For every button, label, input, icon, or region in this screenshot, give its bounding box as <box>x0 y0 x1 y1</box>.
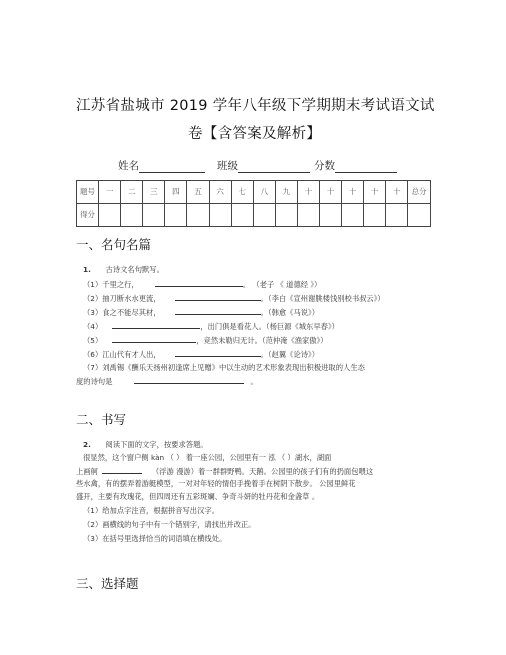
col-header: 十 <box>342 181 364 204</box>
score-blank[interactable] <box>335 161 397 173</box>
answer-blank[interactable] <box>112 335 196 343</box>
name-field <box>118 158 205 173</box>
col-header: 六 <box>209 181 231 204</box>
score-cell[interactable] <box>364 204 386 227</box>
item-text: 。（韩愈《马说》） <box>260 308 319 317</box>
answer-blank[interactable] <box>102 466 142 474</box>
q2-passage-line2 <box>76 466 373 476</box>
item-text: ，出门俱是看花人。（杨巨源《城东早春》） <box>200 322 339 331</box>
score-cell[interactable] <box>253 204 275 227</box>
col-header: 十 <box>297 181 319 204</box>
score-cell[interactable] <box>297 204 319 227</box>
score-cell[interactable] <box>386 204 408 227</box>
score-table-header-row <box>77 181 431 204</box>
class-label: 班级 <box>217 160 238 172</box>
row-label-question: 题号 <box>77 181 99 204</box>
score-cell[interactable] <box>209 204 231 227</box>
col-header: 七 <box>231 181 253 204</box>
item-text: （5） <box>83 336 103 345</box>
score-cell-total[interactable] <box>408 204 430 227</box>
col-header: 二 <box>121 181 143 204</box>
score-cell[interactable] <box>165 204 187 227</box>
col-header-total: 总分 <box>408 181 430 204</box>
name-label: 姓名 <box>118 160 139 172</box>
item-text: （3）食之不能尽其材， <box>83 308 161 317</box>
item-text: （2）抽刀断水水更流， <box>83 294 161 303</box>
col-header: 八 <box>253 181 275 204</box>
q2-number: 2. <box>83 440 91 449</box>
section1-heading: 一、名句名篇 <box>76 237 152 252</box>
class-blank[interactable] <box>238 161 310 173</box>
exam-title-line1: 江苏省盐城市 2019 学年八年级下学期期末考试语文试 <box>76 98 435 114</box>
student-info-row <box>118 158 408 173</box>
name-blank[interactable] <box>139 161 205 173</box>
passage-text: （浮游 漫游）着一群群野鸭。天鹅。公园里的孩子们有的扔面包喂这 <box>151 467 374 476</box>
section3-heading: 三、选择题 <box>76 576 139 591</box>
score-table-score-row <box>77 204 431 227</box>
score-field <box>314 158 397 173</box>
item-text: 。（赵翼《论诗》） <box>260 350 319 359</box>
score-cell[interactable] <box>231 204 253 227</box>
q2-sub-3: （3）在括号里选择恰当的词语填在横线处。 <box>83 534 227 543</box>
q1-item-5 <box>83 335 328 345</box>
answer-blank[interactable] <box>112 321 200 329</box>
q2-sub-2: （2）画横线的句子中有一个错别字，请找出并改正。 <box>83 520 256 529</box>
q1-item-4 <box>83 321 339 331</box>
item-text: 。 （老子 《 道德经 》） <box>242 280 322 289</box>
answer-blank[interactable] <box>175 293 261 301</box>
item-text: （4） <box>83 322 103 331</box>
col-header: 九 <box>275 181 297 204</box>
answer-blank[interactable] <box>134 376 244 384</box>
q2-passage-line4: 盛开，主要有玫瑰花，但四周还有五彩斑斓、争奇斗妍的牡丹花和金盏草 。 <box>76 492 320 501</box>
row-label-score: 得分 <box>77 204 99 227</box>
item-text: ，竞然未勒归无计。（范仲淹《渔家傲》） <box>196 336 328 345</box>
score-cell[interactable] <box>99 204 121 227</box>
q1-item-7-line1: （7）刘禹锡《酬乐天扬州初逢席上见赠》中以生动的艺术形象表现出积极进取的人生态 <box>83 363 365 372</box>
q2-passage-line1: 很显然，这个窗户侧 kàn （ ） 着一座公园，公园里有一 泓 （ ）湖水，湖面 <box>83 453 332 462</box>
score-label: 分数 <box>314 160 335 172</box>
q1-item-6 <box>83 349 319 359</box>
col-header: 十 <box>386 181 408 204</box>
score-cell[interactable] <box>121 204 143 227</box>
answer-blank[interactable] <box>155 279 243 287</box>
score-cell[interactable] <box>342 204 364 227</box>
class-field <box>217 158 310 173</box>
item-text: （6）江山代有才人出， <box>83 350 161 359</box>
q1-prompt-text: 古诗文名句默写。 <box>105 265 164 274</box>
col-header: 三 <box>143 181 165 204</box>
section2-heading: 二、书写 <box>76 412 127 427</box>
q2-prompt-text: 阅读下面的文字，按要求答题。 <box>105 440 208 449</box>
col-header: 一 <box>99 181 121 204</box>
col-header: 十 <box>364 181 386 204</box>
passage-text: 上画舸 <box>76 467 98 476</box>
col-header: 十 <box>320 181 342 204</box>
q1-item-7-line2 <box>76 376 258 386</box>
q1-item-3 <box>83 307 319 317</box>
item-text: 。（李白《宣州谢朓楼饯别校书叔云》） <box>260 294 385 303</box>
score-cell[interactable] <box>275 204 297 227</box>
q2-prompt <box>83 440 208 449</box>
q2-passage-line3: 些水禽，有的摆弄着游艇模型，一对对年轻的情侣手挽着手在树阴下散步。 公园里鲜花 <box>76 479 356 488</box>
score-cell[interactable] <box>320 204 342 227</box>
item-text: 度的诗句是 <box>76 377 113 386</box>
q1-number: 1. <box>83 265 91 274</box>
score-cell[interactable] <box>187 204 209 227</box>
item-text: 。 <box>250 377 258 386</box>
score-cell[interactable] <box>143 204 165 227</box>
q1-item-2 <box>83 293 385 303</box>
q2-sub-1: （1）给加点字注音，根据拼音写出汉字。 <box>83 506 219 515</box>
col-header: 四 <box>165 181 187 204</box>
item-text: （1）千里之行， <box>83 280 139 289</box>
exam-title-line2: 卷【含答案及解析】 <box>188 126 322 142</box>
q1-item-1 <box>83 279 321 289</box>
answer-blank[interactable] <box>175 307 261 315</box>
answer-blank[interactable] <box>175 349 261 357</box>
score-table <box>76 180 431 227</box>
q1-prompt <box>83 265 164 274</box>
col-header: 五 <box>187 181 209 204</box>
